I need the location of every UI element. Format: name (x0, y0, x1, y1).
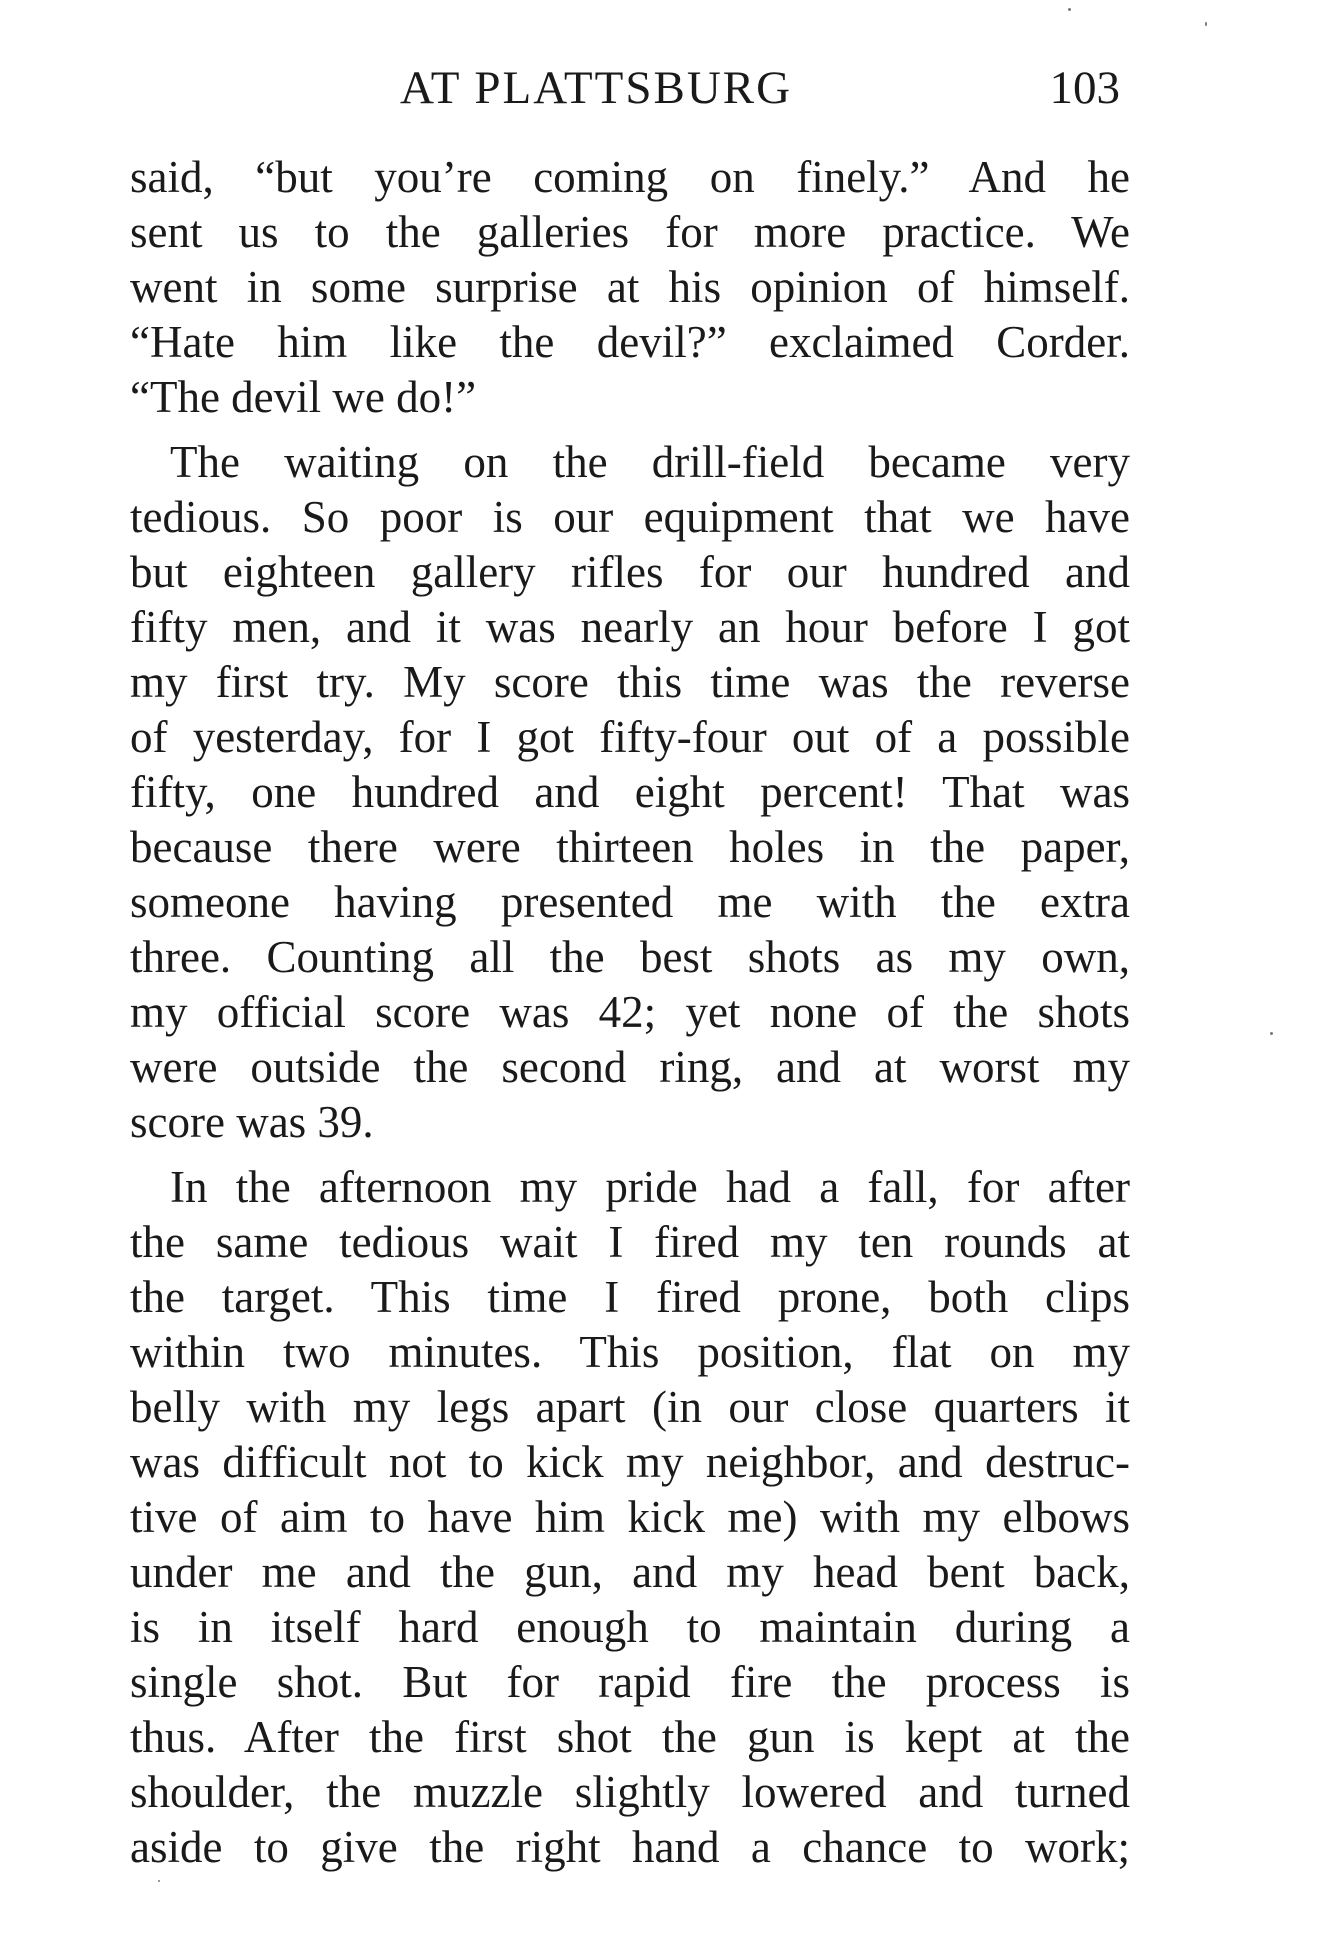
text-line: shoulder, the muzzle slightly lowered and turned (130, 1767, 1130, 1817)
text-line: “The devil we do!” (130, 372, 477, 422)
paragraph-2 (130, 435, 1130, 1150)
text-line: fifty men, and it was nearly an hour before I got (130, 602, 1130, 652)
text-line: “Hate him like the devil?” exclaimed Corder. (130, 317, 1130, 367)
text-line: score was 39. (130, 1097, 374, 1147)
text-line: single shot. But for rapid fire the process is (130, 1657, 1130, 1707)
text-line: belly with my legs apart (in our close quarters it (130, 1382, 1130, 1432)
body-text (130, 150, 1130, 1875)
running-head (130, 58, 1130, 118)
paragraph-3 (130, 1160, 1130, 1875)
text-line: because there were thirteen holes in the paper, (130, 822, 1130, 872)
text-line: within two minutes. This position, flat on my (130, 1327, 1130, 1377)
text-line: The waiting on the drill-field became very (170, 437, 1130, 487)
text-line: three. Counting all the best shots as my own, (130, 932, 1130, 982)
text-line: aside to give the right hand a chance to work; (130, 1822, 1130, 1872)
text-line: my first try. My score this time was the reverse (130, 657, 1130, 707)
page-number: 103 (1049, 62, 1120, 114)
text-line: In the afternoon my pride had a fall, for after (170, 1162, 1130, 1212)
text-line: of yesterday, for I got fifty-four out of a possible (130, 712, 1130, 762)
text-line: sent us to the galleries for more practice. We (130, 207, 1130, 257)
text-line: tive of aim to have him kick me) with my elbows (130, 1492, 1130, 1542)
scan-speck (1270, 1032, 1273, 1035)
text-line: but eighteen gallery rifles for our hundred and (130, 547, 1130, 597)
text-line: said, “but you’re coming on finely.” And he (130, 152, 1130, 202)
text-line: thus. After the first shot the gun is kept at the (130, 1712, 1130, 1762)
paragraph-gap (130, 425, 1130, 435)
text-line: under me and the gun, and my head bent back, (130, 1547, 1130, 1597)
text-line: went in some surprise at his opinion of himself. (130, 262, 1130, 312)
scan-speck (1205, 22, 1207, 26)
text-line: the target. This time I fired prone, both clips (130, 1272, 1130, 1322)
running-title: AT PLATTSBURG (400, 62, 793, 114)
scan-speck (1068, 8, 1071, 11)
text-line: is in itself hard enough to maintain during a (130, 1602, 1130, 1652)
text-line: my official score was 42; yet none of the shots (130, 987, 1130, 1037)
text-line: someone having presented me with the extra (130, 877, 1130, 927)
text-line: fifty, one hundred and eight percent! That was (130, 767, 1130, 817)
paragraph-1 (130, 150, 1130, 425)
paragraph-gap (130, 1150, 1130, 1160)
text-line: the same tedious wait I fired my ten rounds at (130, 1217, 1130, 1267)
scan-speck (158, 1880, 160, 1882)
text-line: was difficult not to kick my neighbor, and destruc- (130, 1437, 1130, 1487)
text-line: were outside the second ring, and at worst my (130, 1042, 1130, 1092)
text-line: tedious. So poor is our equipment that we have (130, 492, 1130, 542)
